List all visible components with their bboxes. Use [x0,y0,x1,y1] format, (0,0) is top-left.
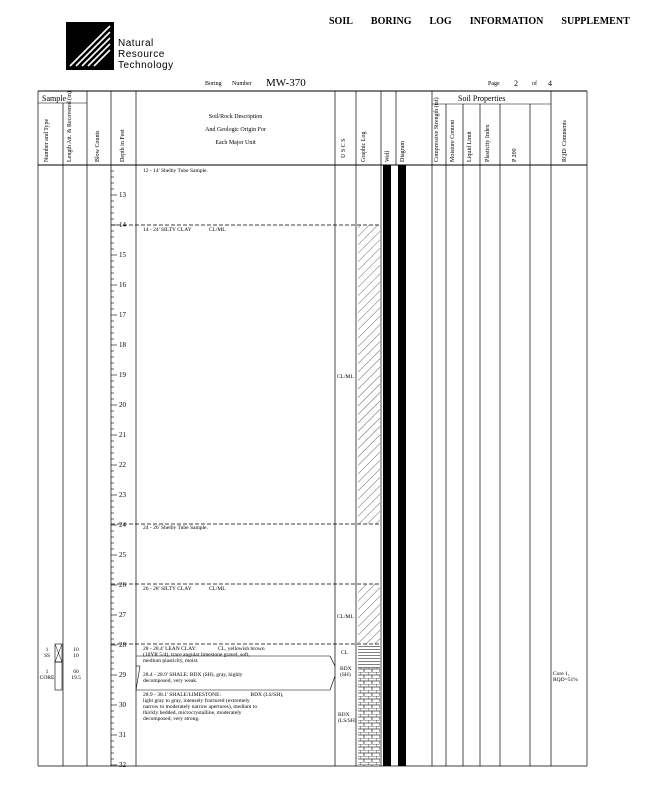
boring-label: Boring [205,81,222,87]
page-number: 2 [514,79,518,88]
uscs-code: CL/ML [337,614,354,620]
depth-label: 29 [119,671,126,679]
desc-code: CL/ML [208,586,226,592]
plasticity-header: Plasticity Index [485,124,491,162]
logo-line: Natural [118,38,154,49]
desc-line: thickly bedded, microcrystalline, moderately [143,710,242,716]
comment-line: RQD=51% [553,677,578,683]
depth-label: 19 [119,371,126,379]
title-word: BORING [370,16,412,27]
desc-14-24 [143,227,226,233]
depth-label: 18 [119,341,126,349]
desc-line: medium plasticity, moist. [143,658,199,664]
comment-line: Core 1, [553,671,570,677]
sample-number-value: 1 [45,669,49,675]
desc-tail: BDX (LS/SH), [250,692,284,698]
number-type-header: Number and Type [44,118,50,162]
depth-label: 27 [119,611,126,619]
title-word: INFORMATION [469,16,544,27]
depth-label: 16 [119,281,126,289]
desc-line: decomposed, very weak. [143,678,198,684]
depth-label: 15 [119,251,126,259]
blow-counts-header: Blow Counts [95,130,101,162]
graphic-log-header: Graphic Log [361,131,367,162]
desc-text: 26 - 28' SILTY CLAY [143,586,192,592]
logo-line: Technology [118,60,174,71]
page-label: Page [488,81,500,87]
depth-label: 13 [119,191,126,199]
title-word: SOIL [329,16,353,27]
sample-type-value: SS [43,653,51,659]
description-header-line: And Geologic Origin For [205,127,266,133]
compressive-strength-header: Compressive Strength (tsf) [434,97,440,162]
uscs-header: U S C S [341,138,347,158]
desc-28-284 [143,646,265,664]
boring-number: MW-370 [266,77,306,89]
sample-type-value: CORE [39,675,55,681]
sample-length-value: 10 [73,647,79,653]
diagram-header: Diagram [400,141,406,162]
description-header-line: Each Major Unit [215,140,256,146]
uscs-code: CL [341,650,349,656]
depth-label: 26 [119,581,126,589]
uscs-line: (SH) [340,672,351,678]
rqd-comment [553,671,578,683]
desc-289-381 [143,692,283,722]
desc-12-14: 12 - 14' Shelby Tube Sample. [143,168,208,174]
sample-length [66,669,86,681]
p200-header: P 200 [512,148,518,162]
desc-head: 28 - 28.4' LEAN CLAY: [143,646,197,652]
depth-label: 31 [119,731,126,739]
desc-tail: CL, yellowish brown [217,646,265,652]
depth-label: 30 [119,701,126,709]
soil-properties-header: Soil Properties [458,94,506,103]
depth-label: 28 [119,641,126,649]
desc-head: 28.9 - 38.1' SHALE/LIMESTONE: [143,692,222,698]
description-header [136,111,335,150]
uscs-code [340,666,352,678]
depth-label: 22 [119,461,126,469]
depth-header: Depth in Feet [120,129,126,162]
sample-number-value: 1 [45,647,49,653]
desc-26-28 [143,586,226,592]
depth-label: 14 [119,221,126,229]
desc-tail: BDX (SH), gray, highly [189,672,243,678]
uscs-code [338,712,357,724]
sample-length [66,647,86,659]
desc-line: (10YR 5/4), trace angular limestone gravel, soft, [143,652,250,658]
desc-line: decomposed, very strong. [143,716,200,722]
desc-head: 28.4 - 28.9' SHALE: [143,672,189,678]
sample-group-header: Sample [42,94,66,103]
sample-recovered-value: 10 [73,653,79,659]
desc-284-289 [143,672,242,684]
desc-line: narrow to moderately narrow apertures), medium to [143,704,258,710]
desc-24-26: 24 - 26' Shelby Tube Sample. [143,525,208,531]
uscs-line: BDX [338,712,350,718]
depth-label: 23 [119,491,126,499]
depth-label: 17 [119,311,126,319]
desc-code: CL/ML [208,227,226,233]
title-word: SUPPLEMENT [561,16,630,27]
depth-label: 20 [119,401,126,409]
description-header-line: Soil/Rock Description [208,114,263,120]
depth-label: 32 [119,761,126,769]
depth-label: 24 [119,521,126,529]
depth-label: 21 [119,431,126,439]
rqd-header: RQD/ Comments [562,120,568,162]
sample-number [40,647,54,659]
depth-label: 25 [119,551,126,559]
page-total: 4 [548,79,552,88]
title-word: LOG [429,16,452,27]
logo-line: Resource [118,49,165,60]
uscs-line: BDX [340,666,352,672]
length-recovered-header: Length Att. & Recovered (in) [67,91,73,162]
desc-text: 14 - 24' SILTY CLAY [143,227,192,233]
page-of-label: of [532,81,537,87]
uscs-line: (LS/SH) [338,718,357,724]
sample-number [38,669,56,681]
boring-label-number: Number [232,81,252,87]
liquid-limit-header: Liquid Limit [467,131,473,162]
sample-length-value: 60 [73,669,79,675]
moisture-header: Moisture Content [450,119,456,162]
well-header: Well [385,150,391,162]
uscs-code: CL/ML [337,374,354,380]
desc-line: light gray to gray, intensely fractured (extremely [143,698,250,704]
sample-recovered-value: 19.5 [71,675,81,681]
